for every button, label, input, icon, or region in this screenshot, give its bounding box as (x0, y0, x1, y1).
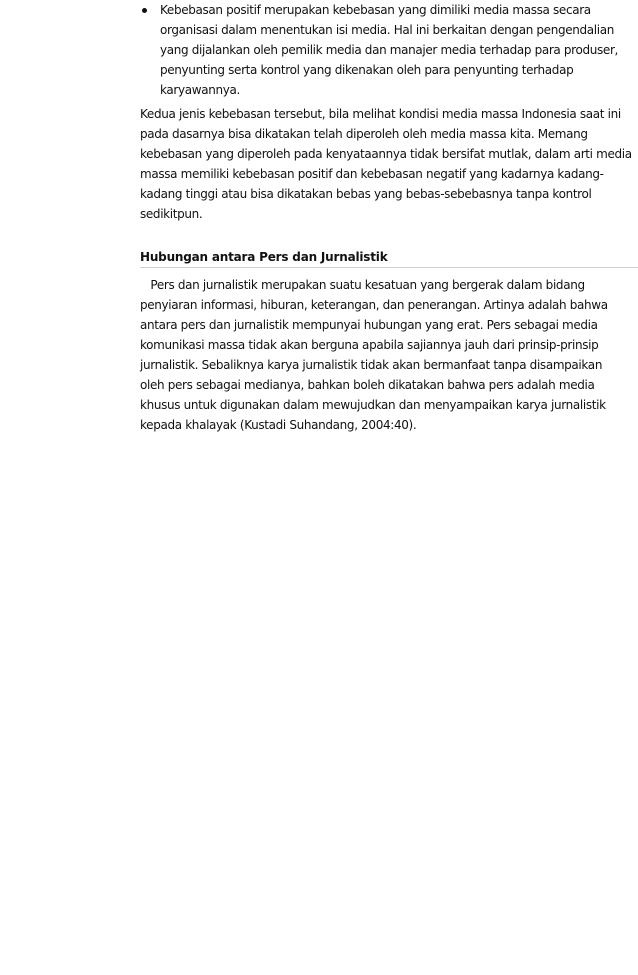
paragraph-press-journalism-text: Pers dan jurnalistik merupakan suatu kesatuan yang bergerak dalam bidang penyiaran informasi, hiburan, keterangan, dan penerangan. Artinya adalah bahwa antara pers dan jurnalistik mempunyai hubungan yang erat. Pers sebagai media komunikasi massa tidak akan berguna apabila sajiannya jauh dari prinsip-prinsip jurnalistik. Sebaliknya karya jurnalistik tidak akan bermanfaat tanpa disampaikan oleh pers sebagai medianya, bahkan boleh dikatakan bahwa pers adalah media khusus untuk digunakan dalam mewujudkan dan menyampaikan karya jurnalistik kepada khalayak (Kustadi Suhandang, 2004:40). (140, 278, 608, 432)
document-content (140, 0, 638, 435)
bullet-item-positive-freedom (140, 0, 638, 100)
paragraph-freedom-conditions: Kedua jenis kebebasan tersebut, bila melihat kondisi media massa Indonesia saat ini pada dasarnya bisa dikatakan telah diperoleh oleh media massa kita. Memang kebebasan yang diperoleh pada kenyataannya tidak bersifat mutlak, dalam arti media massa memiliki kebebasan positif dan kebebasan negatif yang kadarnya kadang-kadang tinggi atau bisa dikatakan bebas yang bebas-sebebasnya tanpa kontrol sedikitpun. (140, 107, 632, 221)
bullet-list (140, 0, 638, 100)
section-heading: Hubungan antara Pers dan Jurnalistik (140, 250, 388, 264)
paragraph-press-journalism (140, 275, 624, 435)
bullet-text: Kebebasan positif merupakan kebebasan yang dimiliki media massa secara organisasi dalam menentukan isi media. Hal ini berkaitan dengan pengendalian yang dijalankan oleh pemilik media dan manajer media terhadap para produser, penyunting serta kontrol yang dikenakan oleh para penyunting terhadap karyawannya. (160, 3, 618, 97)
bullet-dot-icon (142, 8, 147, 13)
heading-divider (140, 267, 638, 268)
